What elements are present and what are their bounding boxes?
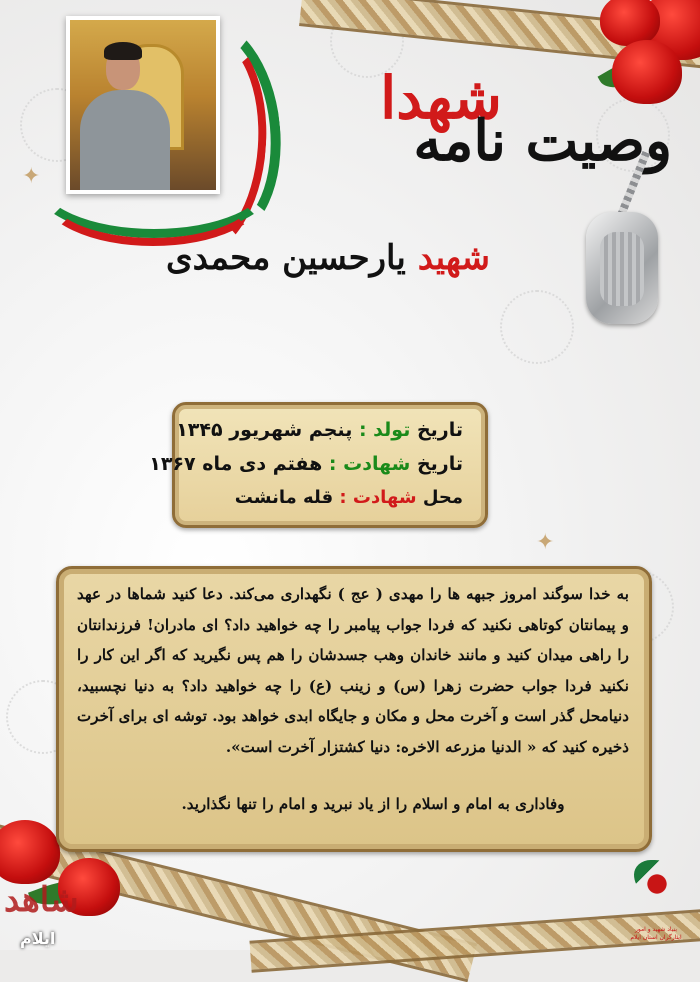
foundation-caption: بنیاد شهید و امور ایثارگران استان ایلام	[630, 926, 682, 941]
martyr-photo-frame	[66, 16, 220, 194]
birth-date-line	[176, 419, 463, 441]
martyrdom-place-line	[235, 487, 463, 508]
birth-key: تاریخ	[416, 419, 463, 441]
birth-value: پنجم شهریور ۱۳۴۵	[176, 419, 353, 441]
title	[312, 64, 672, 190]
photo-figure-hair	[104, 42, 142, 60]
martyrdom-date-line	[149, 453, 463, 475]
death-value: هفتم دی ماه ۱۳۶۷	[149, 453, 323, 475]
sparkle-icon: ✦	[536, 530, 555, 555]
title-main-words: وصیت نامه	[413, 108, 672, 174]
red-tulip-icon	[0, 820, 60, 884]
foundation-emblem-icon	[634, 860, 680, 900]
shahed-ilam-logo	[0, 876, 98, 950]
testament-box	[56, 566, 652, 852]
place-value: قله مانشت	[234, 487, 334, 508]
photo-figure-body	[80, 90, 170, 190]
testament-body: به خدا سوگند امروز جبهه ها را مهدی ( عج ) نگهداری می‌کند. دعا کنید شماها در عهد و پیمانتان کوتاهی نکنید که فردا جواب پیامبر را چه خواهید داد؟ ای مادران! فرزندانتان را راهی میدان کنید و مانند خاندان وهب جسدشان را هم پس نگیرید که اگر این کار را نکنید فردا جواب حضرت زهرا (س) و زینب (ع) را چه خواهید داد؟ به دنیا نچسبید، دنیامحل گذر است و آخرت محل و مکان و جایگاه ابدی خواهد بود. توشه ای برای آخرت ذخیره کنید که « الدنیا مزرعه الاخره: دنیا کشتزار آخرت است».	[77, 585, 629, 756]
arabesque-pattern-6	[500, 290, 574, 364]
martyr-name: یارحسین محمدی	[166, 238, 406, 278]
death-highlight: شهادت :	[328, 453, 411, 475]
martyr-label: شهید	[417, 238, 490, 278]
martyr-name-heading	[166, 238, 490, 278]
red-tulip-icon	[600, 0, 660, 46]
place-highlight: شهادت :	[339, 487, 417, 508]
martyr-photo	[70, 20, 216, 190]
title-red-word: شهدا	[380, 64, 502, 132]
testament-closing: وفاداری به امام و اسلام را از یاد نبرید و امام را تنها نگذارید.	[181, 795, 565, 813]
martyr-foundation-logo	[626, 860, 686, 942]
place-key: محل	[422, 487, 463, 508]
sparkle-icon: ✦	[22, 164, 41, 189]
logo-left-sub: ایلام	[20, 929, 56, 948]
death-key: تاریخ	[416, 453, 463, 475]
dogtag-icon	[586, 212, 658, 324]
birth-highlight: تولد :	[358, 419, 411, 441]
logo-left-main: شاهد	[4, 880, 79, 920]
info-box	[149, 402, 488, 528]
